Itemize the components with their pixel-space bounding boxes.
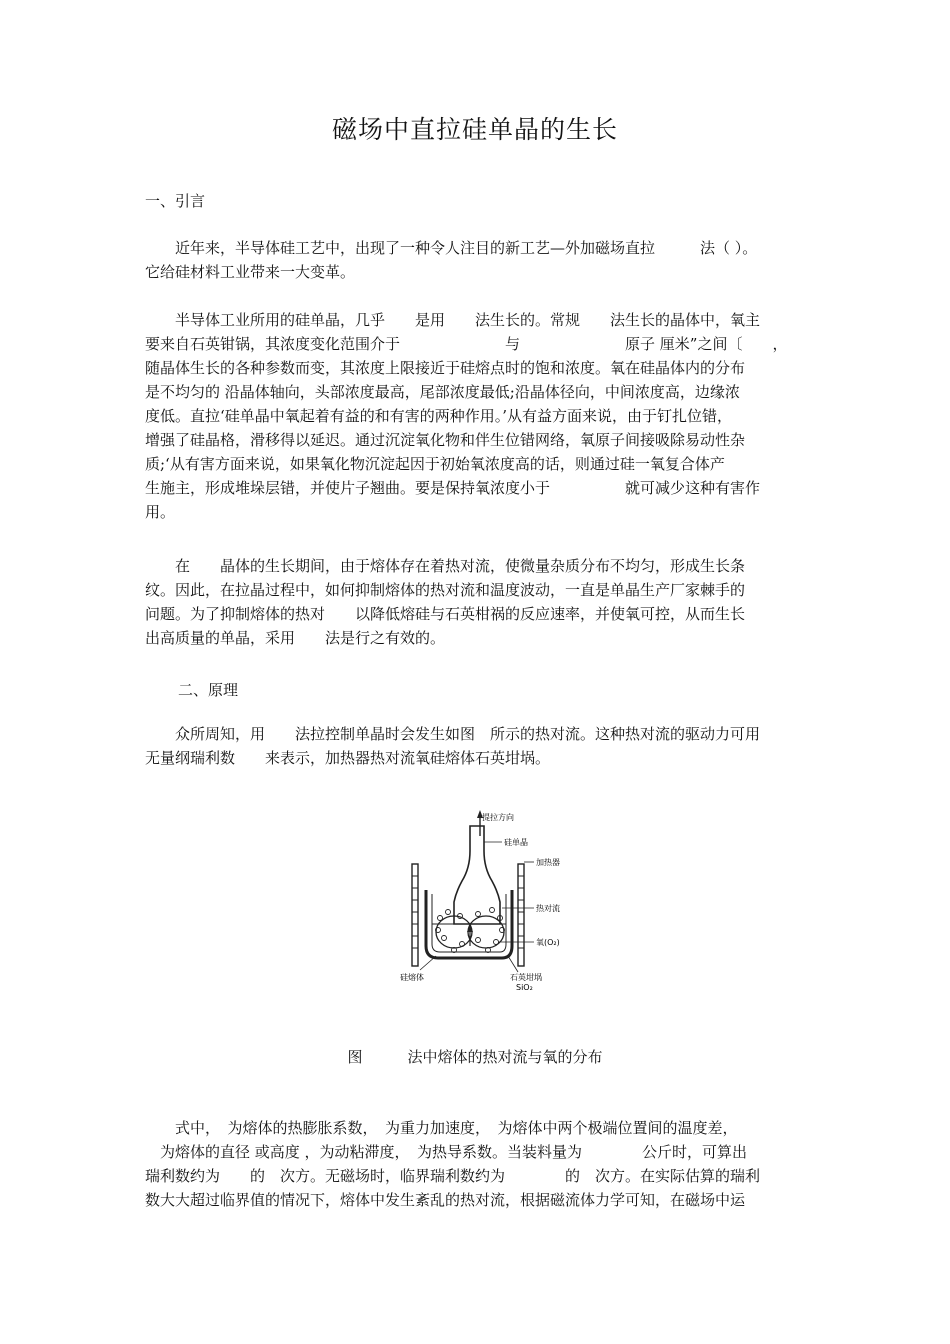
text-line: 质;‘从有害方面来说，如果氧化物沉淀起因于初始氧浓度高的话，则通过硅一氧复合体产 [145, 455, 725, 473]
text-line: 要来自石英钳锅，其浓度变化范围介于 与 原子 厘米”之间〔 ， [145, 335, 788, 353]
text-line: 众所周知，用 法拉控制单晶时会发生如图 所示的热对流。这种热对流的驱动力可用 [145, 725, 761, 743]
label-crucible-formula: SiO₂ [516, 983, 533, 992]
text-line: 问题。为了抑制熔体的热对 以降低熔硅与石英柑祸的反应速率，并使氧可控，从而生长 [145, 605, 746, 623]
paragraph-4 [145, 722, 809, 770]
paragraph-5 [145, 1116, 809, 1212]
text-line: 无量纲瑞利数 来表示，加热器热对流氧硅熔体石英坩埚。 [145, 749, 551, 767]
text-line: 增强了硅晶格，滑移得以延迟。通过沉淀氧化物和伴生位错网络，氧原子间接吸除易动性杂 [145, 431, 746, 449]
label-crystal: 硅单晶 [504, 838, 528, 847]
paragraph-3 [145, 554, 809, 650]
document-title: 磁场中直拉硅单晶的生长 [331, 115, 618, 144]
figure-caption: 图 法中熔体的热对流与氧的分布 [347, 1048, 603, 1066]
text-line: 在 晶体的生长期间，由于熔体存在着热对流，使微量杂质分布不均匀，形成生长条 [145, 557, 746, 575]
text-line: 出高质量的单晶，采用 法是行之有效的。 [145, 629, 446, 647]
label-convection: 热对流 [536, 904, 560, 913]
text-line: 随晶体生长的各种参数而变，其浓度上限接近于硅熔点时的饱和浓度。氧在硅晶体内的分布 [145, 359, 746, 377]
text-line: 瑞利数约为 的 次方。无磁场时，临界瑞利数约为 的 次方。在实际估算的瑞利 [145, 1167, 761, 1185]
text-line: 数大大超过临界值的情况下，熔体中发生紊乱的热对流，根据磁流体力学可知，在磁场中运 [145, 1191, 746, 1209]
paragraph-1 [145, 236, 809, 284]
label-melt: 硅熔体 [400, 973, 424, 982]
text-line: 近年来，半导体硅工艺中，出现了一种令人注目的新工艺—外加磁场直拉 法（ ）。 [145, 239, 758, 257]
text-line: 为熔体的直径 或高度 ，为动粘滞度， 为热导系数。当装料量为 公斤时，可算出 [145, 1143, 748, 1161]
text-line: 生施主，形成堆垛层错，并使片子翘曲。要是保持氧浓度小于 就可减少这种有害作 [145, 479, 761, 497]
text-line: 半导体工业所用的硅单晶，几乎 是用 法生长的。常规 法生长的晶体中，氧主 [145, 311, 761, 329]
label-pull-direction: 提拉方向 [482, 813, 514, 822]
label-heater: 加热器 [536, 858, 560, 867]
section-heading-intro: 一、引言 [145, 192, 206, 210]
text-line: 它给硅材料工业带来一大变革。 [145, 263, 356, 281]
text-line: 纹。因此，在拉晶过程中，如何抑制熔体的热对流和温度波动，一直是单晶生产厂家棘手的 [145, 581, 746, 599]
paragraph-2 [145, 308, 809, 524]
section-heading-principle: 二、原理 [178, 681, 239, 699]
text-line: 式中， 为熔体的热膨胀系数， 为重力加速度， 为熔体中两个极端位置间的温度差， [145, 1119, 738, 1137]
text-line: 用。 [145, 503, 176, 521]
label-oxygen: 氧(O₂) [536, 938, 560, 947]
czochralski-diagram [378, 806, 578, 1006]
label-crucible: 石英坩埚 [510, 973, 542, 982]
text-line: 是不均匀的 沿晶体轴向，头部浓度最高，尾部浓度最低;沿晶体径向，中间浓度高，边缘浓 [145, 383, 740, 401]
text-line: 度低。直拉‘硅单晶中氧起着有益的和有害的两种作用。’从有益方面来说，由于钉扎位错， [145, 407, 733, 425]
